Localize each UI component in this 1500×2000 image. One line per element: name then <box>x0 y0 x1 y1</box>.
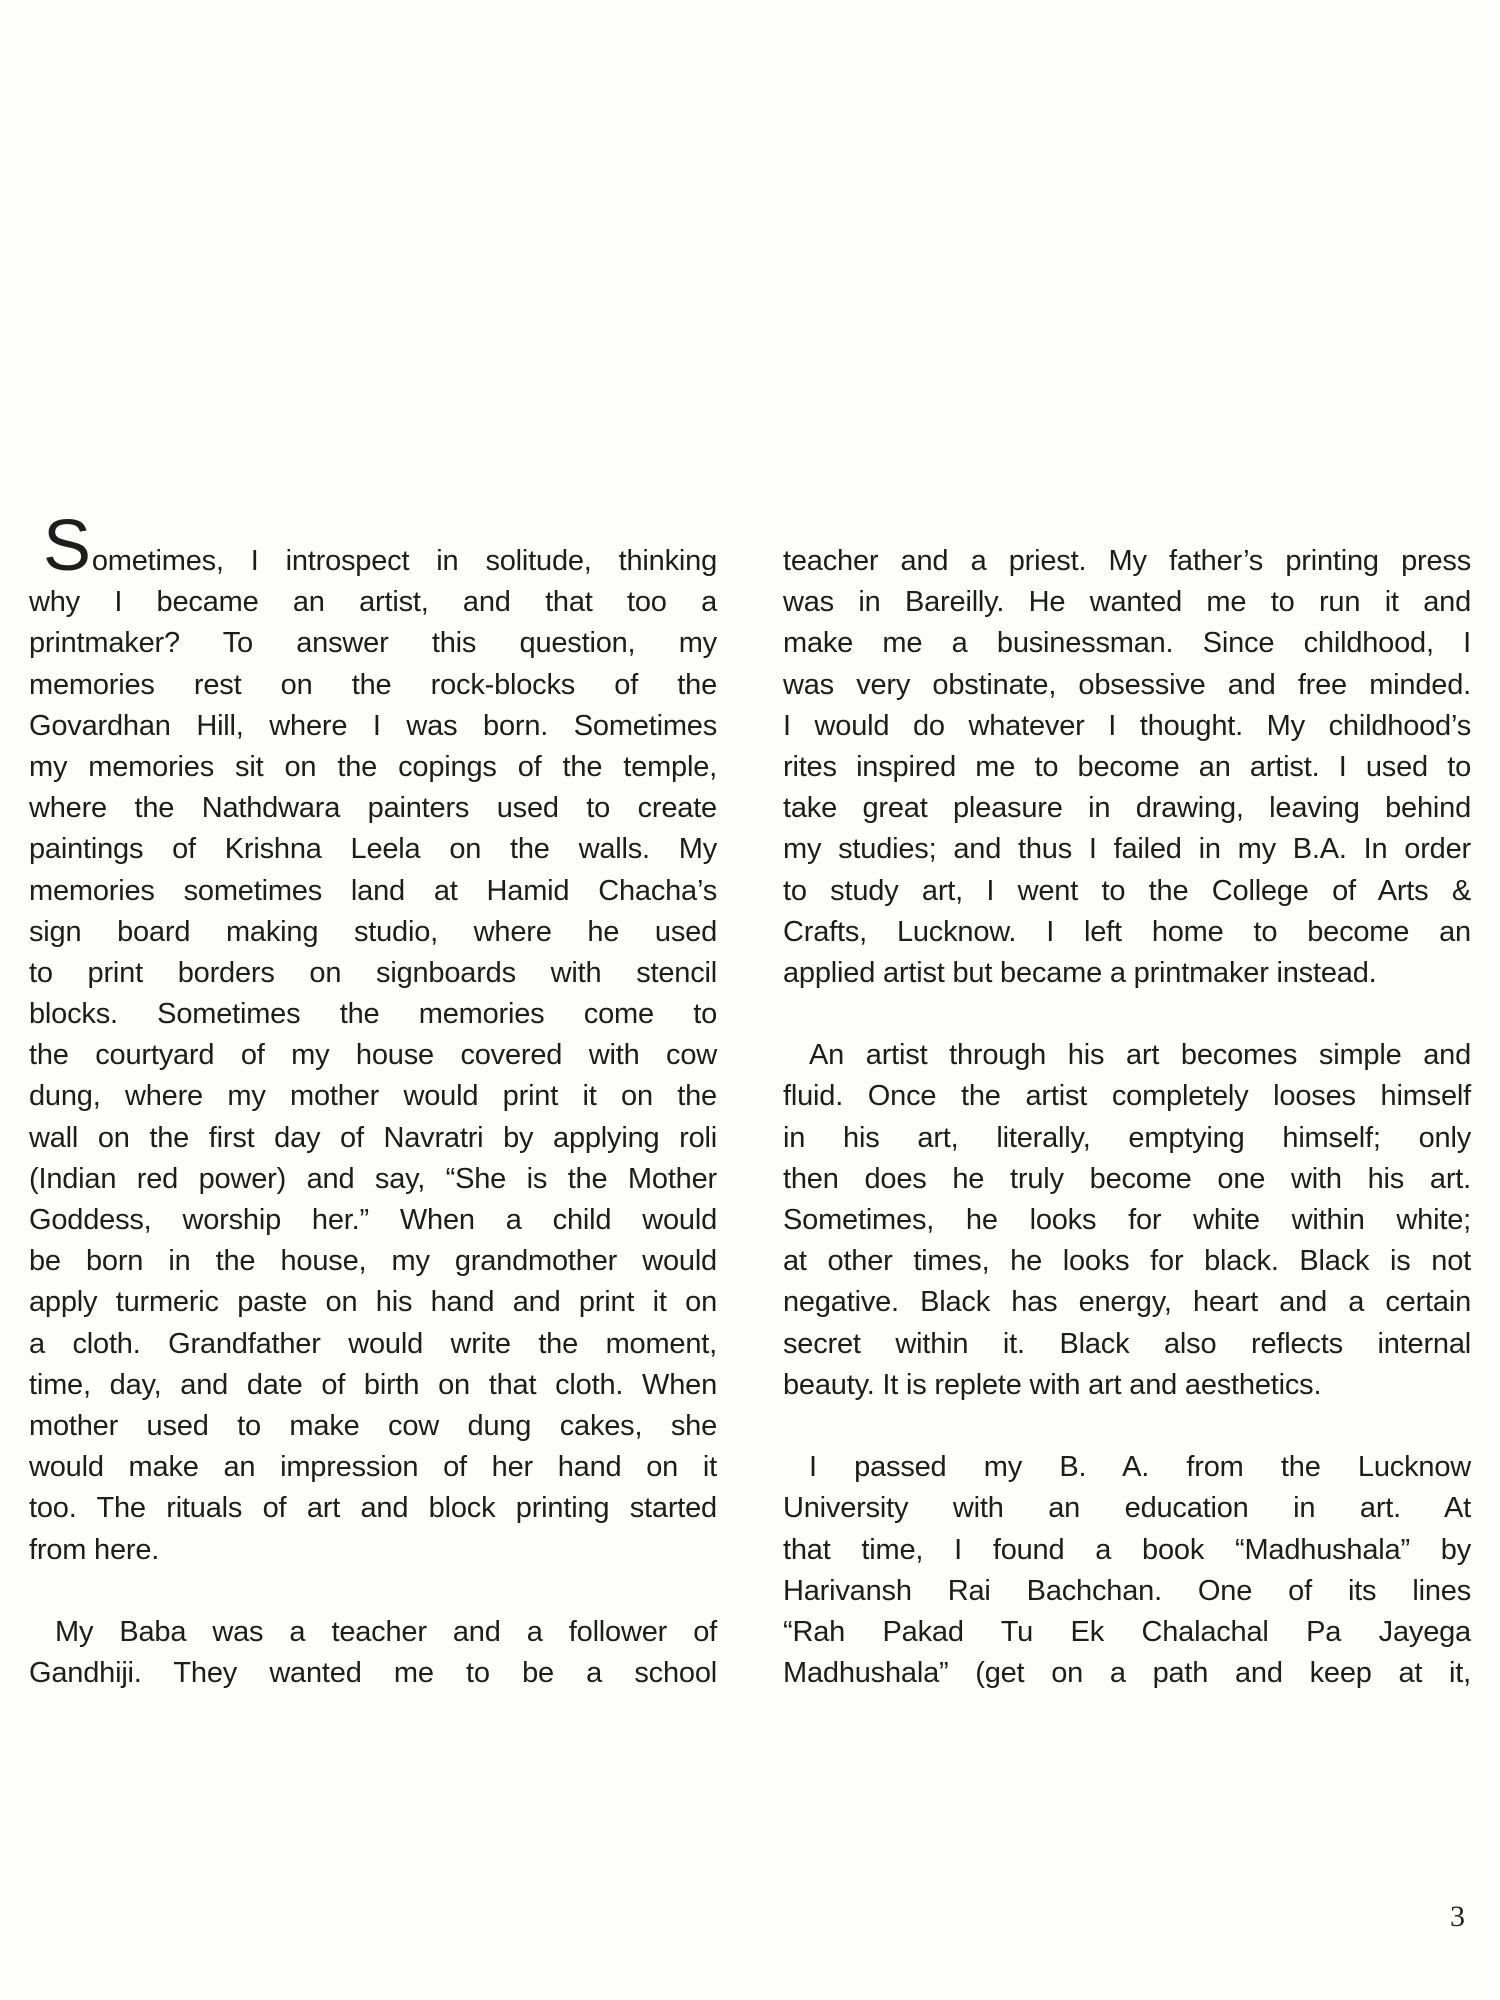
text-line-content: in his art, literally, emptying himself; only <box>783 1121 1471 1154</box>
text-line <box>29 747 717 788</box>
text-line <box>783 1365 1471 1406</box>
text-line-content: I would do whatever I thought. My childhood’s <box>783 709 1471 742</box>
text-line <box>783 1241 1471 1282</box>
paragraph-gap <box>783 994 1471 1035</box>
paragraph-gap <box>29 1571 717 1612</box>
text-line-content: sign board making studio, where he used <box>29 915 717 948</box>
text-line <box>29 1324 717 1365</box>
text-line <box>783 747 1471 788</box>
text-line <box>29 1447 717 1488</box>
text-line <box>29 1159 717 1200</box>
text-line-content: fluid. Once the artist completely looses himself <box>783 1080 1471 1113</box>
text-line <box>783 1447 1471 1488</box>
text-line <box>783 1076 1471 1117</box>
text-line <box>783 1571 1471 1612</box>
text-line <box>29 912 717 953</box>
text-line <box>783 788 1471 829</box>
text-line-content: was in Bareilly. He wanted me to run it and <box>783 586 1471 619</box>
text-line <box>29 1488 717 1529</box>
text-line <box>29 1200 717 1241</box>
text-line-content: Goddess, worship her.” When a child would <box>29 1204 717 1236</box>
page-number: 3 <box>1450 1900 1465 1933</box>
text-line-content: mother used to make cow dung cakes, she <box>29 1409 717 1442</box>
drop-cap: S <box>43 506 91 586</box>
text-line-content: a cloth. Grandfather would write the moment, <box>29 1327 717 1360</box>
text-line <box>29 1076 717 1117</box>
text-line-content: take great pleasure in drawing, leaving behind <box>783 792 1471 825</box>
text-line-content: teacher and a priest. My father’s printing press <box>783 545 1471 577</box>
text-line-content: rites inspired me to become an artist. I used to <box>783 750 1471 783</box>
paragraph <box>783 1035 1471 1406</box>
text-line <box>29 953 717 994</box>
text-line <box>783 1118 1471 1159</box>
text-line-content: My Baba was a teacher and a follower of <box>55 1615 717 1648</box>
text-line <box>29 665 717 706</box>
paragraph-gap <box>783 1406 1471 1447</box>
text-line <box>783 1324 1471 1365</box>
text-line-content: (Indian red power) and say, “She is the Mother <box>29 1162 717 1195</box>
text-line-content: Madhushala” (get on a path and keep at it, <box>783 1657 1471 1690</box>
text-line <box>783 582 1471 623</box>
text-line <box>783 1282 1471 1323</box>
text-line-content: I passed my B. A. from the Lucknow <box>809 1451 1471 1484</box>
text-line-content: beauty. It is replete with art and aesthetics. <box>783 1368 1322 1401</box>
text-line-content: blocks. Sometimes the memories come to <box>29 998 717 1031</box>
text-line <box>783 871 1471 912</box>
text-line <box>783 912 1471 953</box>
text-line-content: apply turmeric paste on his hand and print it on <box>29 1286 717 1319</box>
text-line-content: be born in the house, my grandmother would <box>29 1245 717 1278</box>
text-line <box>29 871 717 912</box>
text-line-content: Crafts, Lucknow. I left home to become an <box>783 915 1471 948</box>
text-line-content: memories sometimes land at Hamid Chacha’s <box>29 874 717 907</box>
text-line-content: Sometimes, he looks for white within white; <box>783 1204 1471 1236</box>
text-line <box>783 953 1471 994</box>
text-line-content: from here. <box>29 1533 160 1566</box>
text-line <box>783 1530 1471 1571</box>
text-line-content: An artist through his art becomes simple and <box>809 1039 1471 1072</box>
text-line <box>783 1612 1471 1653</box>
text-line-content: dung, where my mother would print it on the <box>29 1080 717 1113</box>
text-line <box>29 623 717 664</box>
text-line <box>29 829 717 870</box>
text-line <box>783 541 1471 582</box>
text-line-content: to study art, I went to the College of Arts & <box>783 874 1471 907</box>
text-line-content: printmaker? To answer this question, my <box>29 627 717 660</box>
text-line <box>29 582 717 623</box>
text-line <box>783 706 1471 747</box>
text-line <box>29 1530 717 1571</box>
text-line-content: wall on the first day of Navratri by applying roli <box>29 1121 717 1154</box>
text-line-content: would make an impression of her hand on it <box>29 1451 717 1484</box>
text-line <box>29 1365 717 1406</box>
text-line-content: why I became an artist, and that too a <box>29 586 717 619</box>
text-line-content: Harivansh Rai Bachchan. One of its lines <box>783 1574 1471 1607</box>
text-line <box>29 1406 717 1447</box>
text-line-content: make me a businessman. Since childhood, I <box>783 627 1471 660</box>
text-line <box>783 623 1471 664</box>
text-line-content: then does he truly become one with his art. <box>783 1162 1471 1195</box>
paragraph <box>29 506 717 1571</box>
text-line <box>29 1118 717 1159</box>
paragraph <box>783 541 1471 994</box>
text-line-content: at other times, he looks for black. Black is not <box>783 1245 1471 1278</box>
text-line-content: ometimes, I introspect in solitude, thinking <box>91 545 717 577</box>
text-line-content: was very obstinate, obsessive and free minded. <box>783 668 1471 701</box>
text-line-content: paintings of Krishna Leela on the walls. My <box>29 833 717 866</box>
text-line <box>29 506 717 586</box>
text-line-content: where the Nathdwara painters used to create <box>29 792 717 825</box>
text-line <box>783 1035 1471 1076</box>
text-line-content: to print borders on signboards with stencil <box>29 956 717 989</box>
text-line-content: Gandhiji. They wanted me to be a school <box>29 1657 717 1690</box>
text-line-content: Govardhan Hill, where I was born. Sometimes <box>29 709 717 742</box>
text-line <box>783 1159 1471 1200</box>
text-line <box>29 1653 717 1694</box>
text-line-content: University with an education in art. At <box>783 1492 1471 1525</box>
text-line <box>783 829 1471 870</box>
text-line-content: negative. Black has energy, heart and a certain <box>783 1286 1471 1319</box>
text-line-content: time, day, and date of birth on that cloth. When <box>29 1368 717 1401</box>
text-line-content: applied artist but became a printmaker instead. <box>783 956 1377 989</box>
text-line-content: my studies; and thus I failed in my B.A. In order <box>783 833 1471 866</box>
text-line <box>783 1653 1471 1694</box>
text-line <box>29 1241 717 1282</box>
text-line <box>783 665 1471 706</box>
paragraph <box>29 1612 717 1694</box>
text-line <box>29 706 717 747</box>
text-line <box>783 1200 1471 1241</box>
text-line <box>783 1488 1471 1529</box>
text-line-content: secret within it. Black also reflects internal <box>783 1327 1471 1360</box>
text-line-content: the courtyard of my house covered with cow <box>29 1039 717 1072</box>
left-text-column <box>29 506 717 1694</box>
text-line <box>29 1282 717 1323</box>
text-line-content: too. The rituals of art and block printing started <box>29 1492 717 1525</box>
paragraph <box>783 1447 1471 1694</box>
text-line <box>29 1612 717 1653</box>
right-text-column <box>783 541 1471 1694</box>
text-line <box>29 1035 717 1076</box>
text-line <box>29 994 717 1035</box>
text-line-content: memories rest on the rock-blocks of the <box>29 668 717 701</box>
text-line-content: that time, I found a book “Madhushala” by <box>783 1533 1471 1566</box>
text-line <box>29 788 717 829</box>
text-line-content: my memories sit on the copings of the temple, <box>29 750 717 783</box>
text-line-content: “Rah Pakad Tu Ek Chalachal Pa Jayega <box>783 1615 1471 1648</box>
